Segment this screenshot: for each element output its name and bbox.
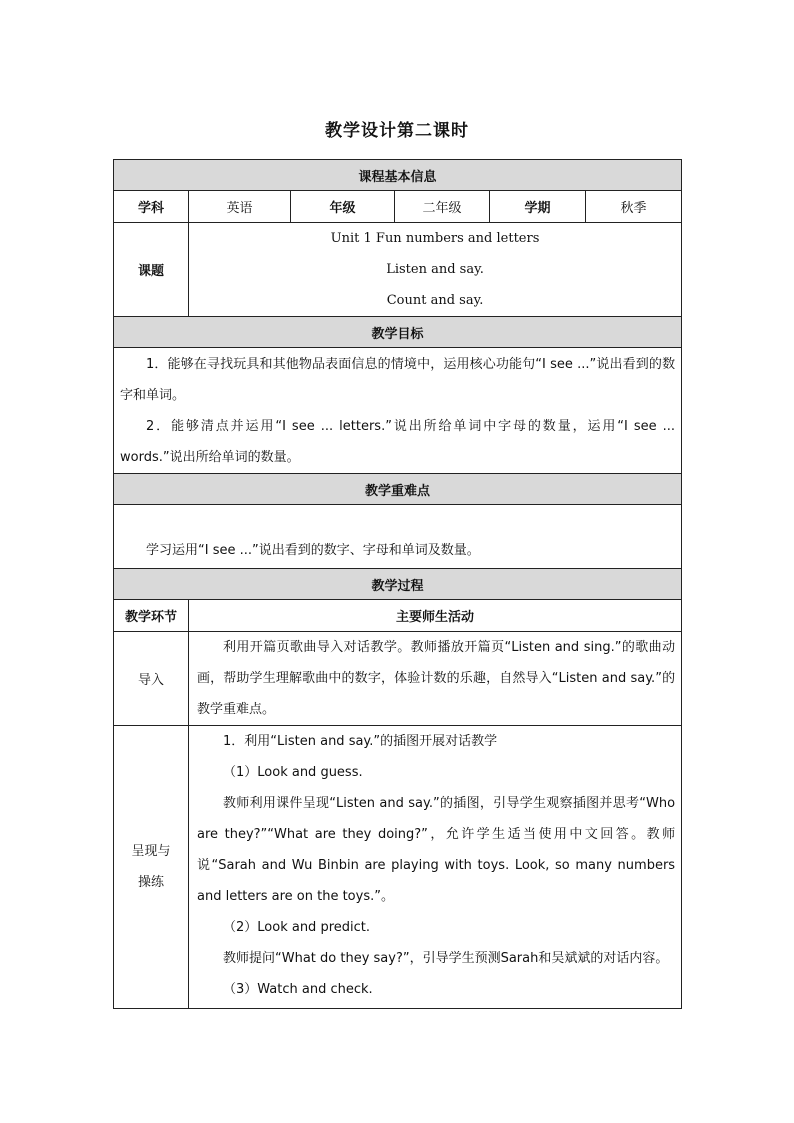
lesson-plan-table	[113, 159, 682, 1009]
stage-column-header: 教学环节	[114, 600, 189, 632]
objectives-cell	[114, 348, 682, 474]
key-points-header-row	[114, 474, 682, 505]
topic-line: Listen and say.	[386, 262, 484, 277]
page-title: 教学设计第二课时	[325, 121, 469, 141]
key-points-row	[114, 505, 682, 569]
presentation-line: （1）Look and guess.	[223, 765, 363, 780]
process-header: 教学过程	[114, 569, 682, 600]
intro-row	[114, 632, 682, 726]
presentation-line: （3）Watch and check.	[223, 982, 373, 997]
key-points-text: 学习运用“I see ...”说出看到的数字、字母和单词及数量。	[146, 543, 480, 558]
objective-item: 1．能够在寻找玩具和其他物品表面信息的情境中，运用核心功能句“I see ...”说出看到的数字和单词。	[120, 356, 676, 403]
grade-value: 二年级	[395, 191, 490, 223]
presentation-line: 教师利用课件呈现“Listen and say.”的插图，引导学生观察插图并思考“Who are they?”“What are they doing?”，允许学生适当使用中文回答。教师说“Sarah and Wu Binbin are playing with toys. Look, so many numbers and letters are on the toys.”。	[197, 796, 676, 904]
intro-activity	[189, 632, 682, 726]
presentation-activity	[189, 726, 682, 1009]
basic-info-row	[114, 191, 682, 223]
term-label: 学期	[490, 191, 586, 223]
intro-text: 利用开篇页歌曲导入对话教学。教师播放开篇页“Listen and sing.”的歌曲动画，帮助学生理解歌曲中的数字，体验计数的乐趣，自然导入“Listen and say.”的教学重难点。	[197, 640, 676, 717]
objective-item: 2．能够清点并运用“I see ... letters.”说出所给单词中字母的数量，运用“I see ... words.”说出所给单词的数量。	[120, 418, 676, 465]
topic-cell	[189, 223, 682, 317]
topic-label: 课题	[114, 223, 189, 317]
subject-value: 英语	[189, 191, 291, 223]
topic-line: Count and say.	[386, 293, 484, 308]
topic-row	[114, 223, 682, 317]
presentation-line: 教师提问“What do they say?”，引导学生预测Sarah和吴斌斌的对话内容。	[223, 951, 669, 966]
presentation-stage-line: 呈现与	[131, 844, 171, 859]
basic-info-header-row	[114, 160, 682, 191]
subject-label: 学科	[114, 191, 189, 223]
presentation-line: （2）Look and predict.	[223, 920, 370, 935]
presentation-stage-line: 操练	[137, 875, 164, 890]
process-columns-row	[114, 600, 682, 632]
activity-column-header: 主要师生活动	[189, 600, 682, 632]
topic-line: Unit 1 Fun numbers and letters	[330, 231, 540, 246]
key-points-header: 教学重难点	[114, 474, 682, 505]
presentation-line: 1．利用“Listen and say.”的插图开展对话教学	[223, 734, 498, 749]
term-value: 秋季	[586, 191, 682, 223]
presentation-row	[114, 726, 682, 1009]
key-points-cell	[114, 505, 682, 569]
intro-stage: 导入	[114, 632, 189, 726]
process-header-row	[114, 569, 682, 600]
presentation-stage	[114, 726, 189, 1009]
basic-info-header: 课程基本信息	[114, 160, 682, 191]
objectives-row	[114, 348, 682, 474]
grade-label: 年级	[291, 191, 395, 223]
objectives-header-row	[114, 317, 682, 348]
objectives-header: 教学目标	[114, 317, 682, 348]
